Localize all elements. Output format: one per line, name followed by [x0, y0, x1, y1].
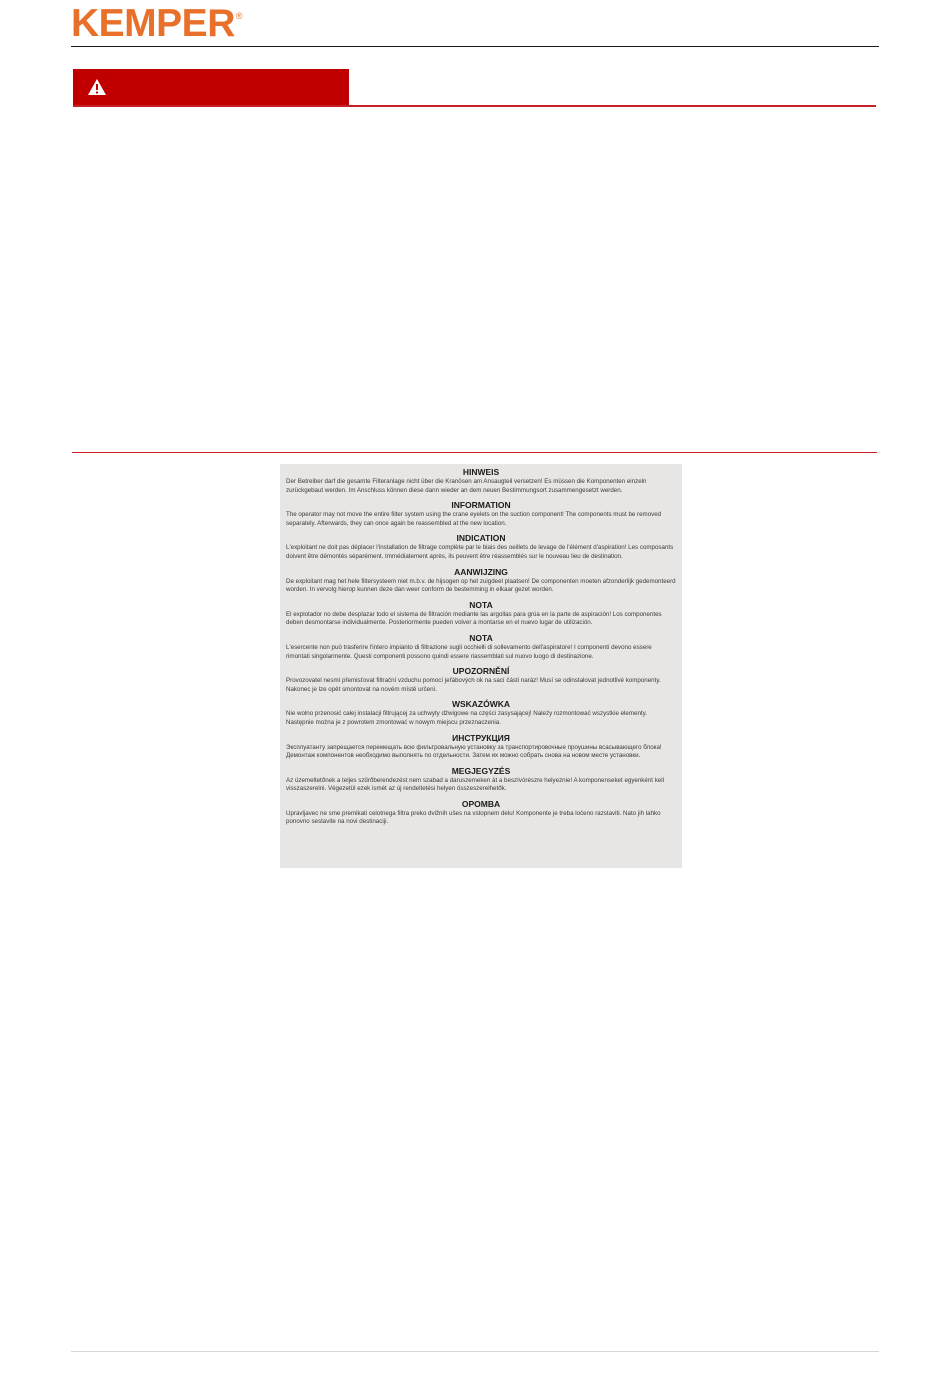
notice-body: Az üzemeltetőnek a teljes szűrőberendezést nem szabad a daruszemeken át a beszívórészre helyeznie! A komponenseket egyenként kell visszaszerelni. Végezetül ezek ismét az új rendeltetési helyen összeszerelhetők. — [286, 776, 664, 793]
notice-title: INDICATION — [456, 533, 506, 544]
notice-section-it — [286, 633, 676, 661]
notice-title: NOTA — [469, 599, 493, 610]
logo-wordmark: KEMPER — [71, 2, 235, 45]
header-divider — [71, 46, 879, 47]
notice-body: El explotador no debe desplazar todo el sistema de filtración mediante las argollas para grúa en la parte de aspiración! Los componentes deben desmontarse individualmente. Posteriormente pueden volver a montarse en el nuevo lugar de utilización. — [286, 610, 662, 627]
notice-body: L'exploitant ne doit pas déplacer l'installation de filtrage complète par le biais des oeillets de levage de l'élément d'aspiration! Les composants doivent être démontés séparément. Immédiatement après, ils peuvent être réassemblés sur le nouveau lieu de destination. — [286, 544, 674, 560]
notice-section-cs — [286, 666, 676, 694]
notice-section-nl — [286, 567, 676, 595]
notice-title: MEGJEGYZÉS — [451, 765, 511, 776]
notice-section-fr — [286, 533, 676, 561]
notice-body: Der Betreiber darf die gesamte Filteranlage nicht über die Kranösen am Ansaugteil versetzen! Es müssen die Komponenten einzeln zurückgebaut werden. Im Anschluss können diese dann wieder an dem neuen Bestimmungsort zusammengesetzt werden. — [286, 478, 647, 494]
notice-body: L'esercente non può trasferire l'intero impianto di filtrazione sugli occhielli di sollevamento dell'aspiratore! I componenti devono essere rimontati singolarmente. Questi componenti possono quindi essere riassemblati sul nuovo luogo di destinazione. — [286, 643, 652, 660]
warning-block — [73, 69, 876, 453]
notice-title: AANWIJZING — [454, 566, 508, 577]
warning-top-rule — [73, 105, 876, 107]
notice-section-sl — [286, 799, 676, 827]
notice-section-hu — [286, 766, 676, 794]
footer-divider — [71, 1351, 879, 1352]
kemper-logo — [71, 4, 243, 44]
notice-title: OPOMBA — [461, 798, 501, 809]
notice-section-de — [286, 467, 676, 495]
notice-body: Эксплуатанту запрещается перемещать всю фильтровальную установку за транспортировочные проушины всасывающего блока! Демонтаж компонентов необходимо выполнять по отдельности. Затем их можно собрать снова на новом месте установки. — [286, 743, 662, 760]
notice-section-es — [286, 600, 676, 628]
notice-section-en — [286, 500, 676, 528]
notice-title: INFORMATION — [451, 500, 511, 511]
warning-header-bar — [73, 69, 349, 105]
notice-body: Upravljavec ne sme premikati celotnega filtra preko dvižnih ušes na vstopnem delu! Komponente je treba ločeno razstaviti. Nato jih lahko ponovno sestavite na novi destinaciji. — [286, 809, 661, 826]
warning-bottom-rule — [72, 452, 877, 453]
notice-title: ИНСТРУКЦИЯ — [452, 732, 510, 743]
notice-body: Provozovatel nesmí přemisťovat filtrační vzduchu pomocí jeřábových ok na sací části naráz! Musí se odinstalovat jednotlivé komponenty. Nakonec je lze opět smontovat na novém místě určení. — [286, 677, 661, 693]
notice-section-ru — [286, 733, 676, 761]
notice-title: HINWEIS — [462, 467, 500, 477]
multilingual-notice-panel — [280, 464, 682, 868]
notice-title: NOTA — [469, 632, 493, 643]
notice-title: UPOZORNĚNÍ — [452, 666, 510, 677]
registered-mark: ® — [235, 11, 243, 21]
notice-title: WSKAZÓWKA — [451, 699, 511, 710]
notice-body: Nie wolno przenosić całej instalacji filtrującej za uchwyty dźwigowe na części zasysającej! Należy rozmontować wszystkie elementy. Następnie można je z powrotem zmontować w nowym miejscu przeznaczenia. — [286, 710, 647, 726]
notice-body: De exploitant mag het hele filtersysteem niet m.b.v. de hijsogen op het zuigdeel plaatsen! De componenten moeten afzonderlijk gedemonteerd worden. In vervolg hierop kunnen deze dan weer conform de bestemming in elkaar gezet worden. — [286, 577, 676, 594]
notice-section-pl — [286, 699, 676, 727]
warning-triangle-icon — [87, 78, 107, 96]
notice-body: The operator may not move the entire filter system using the crane eyelets on the suction component! The components must be removed separately. Afterwards, they can once again be reassembled at the new location. — [286, 511, 662, 527]
